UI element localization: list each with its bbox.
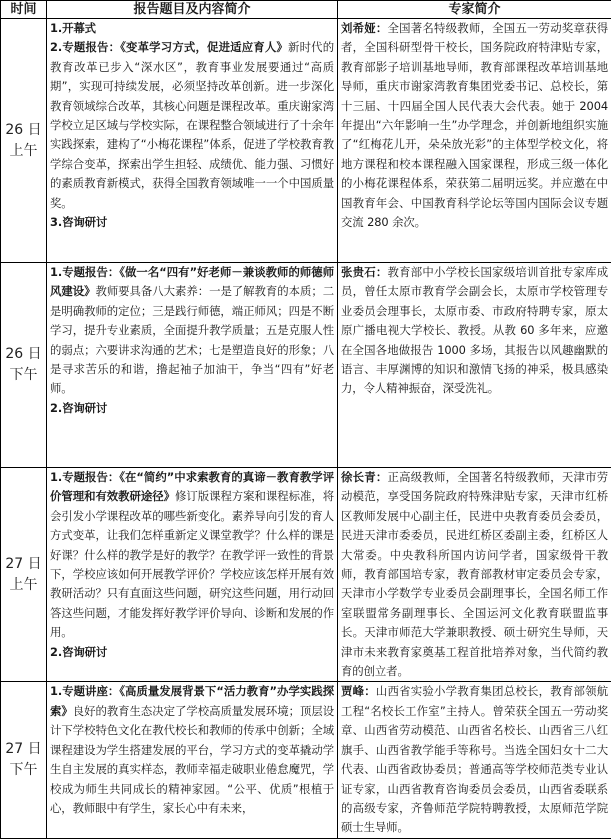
agenda-item: 1.专题报告：《做一名“四有”好老师－兼谈教师的师德师风建设》教师要具备八大素养：一是了解教育的本质；二是明确教师的定位；三是践行师德，端正师风；四是不断学习，提升专业素质，全面提升教学质量；五是克服人性的弱点；六要讲求沟通的艺术；七是塑造良好的形象；八是寻求苦乐的和谐，撸起袖子加油干，争当“四有”好老师。 <box>50 263 334 399</box>
expert-bio: 山西省实验小学教育集团总校长，教育部领航工程“名校长工作室”主持人。曾荣获全国五一劳动奖章、山西省劳动模范、山西省名校长、山西省三八红旗手、山西省教学能手等称号。当选全国妇女十二大代表、山西省政协委员；普通高等学校师范类专业认证专家，山西省教育咨询委员会委员，山西省委联系的高级专家，齐鲁师范学院特聘教授，太原师范学院硕士生导师。 <box>341 684 608 834</box>
report-cell <box>47 682 338 838</box>
header-report: 报告题目及内容简介 <box>47 1 338 19</box>
agenda-item: 3.咨询研讨 <box>50 213 334 232</box>
time-cell <box>1 263 47 468</box>
report-cell <box>47 263 338 468</box>
expert-name: 刘希娅： <box>341 21 388 35</box>
header-time: 时间 <box>1 1 47 19</box>
report-cell <box>47 468 338 682</box>
agenda-item: 2.咨询研讨 <box>50 643 334 662</box>
table-row <box>1 468 611 682</box>
day-label: 26 日 <box>3 344 44 365</box>
period-label: 上午 <box>3 141 44 162</box>
header-row <box>1 1 611 19</box>
table-row <box>1 263 611 468</box>
agenda-item: 1.专题讲座：《高质量发展背景下“活力教育”办学实践探索》良好的教育生态决定了学校高质量发展环境；顶层设计下学校特色文化在教代校长和教师的传承中创新；全域课程建设为学生搭建发展的平台，学习方式的变革撬动学生自主发展的真实样态，教师幸福走破职业倦怠魔咒，学校成为师生共同成长的精神家园。“公平、优质”根植于心，教师眼中有学生，家长心中有未来， <box>50 682 334 818</box>
period-label: 下午 <box>3 365 44 386</box>
agenda-item: 2.咨询研讨 <box>50 399 334 418</box>
agenda-item: 2.专题报告：《变革学习方式，促进适应育人》新时代的教育改革已步入“深水区”，教育事业发展要通过“高质期”，实现可持续发展，必须坚持改革创新。进一步深化教育领域综合改革，其核心问题是课程改革。重庆谢家湾学校立足区域与学校实际，在课程整合领域进行了十余年实践探索，建构了“小梅花课程”体系，促进了学校教育教学综合变革，探索出学生担轻、成绩优、能力强、习惯好的素质教育新模式，获得全国教育领域唯一一个中国质量奖。 <box>50 38 334 213</box>
expert-cell <box>338 682 611 838</box>
day-label: 27 日 <box>3 739 44 760</box>
expert-name: 张贵石： <box>341 265 388 279</box>
expert-bio: 全国著名特级教师，全国五一劳动奖章获得者，全国科研型骨干校长，国务院政府特津贴专家，教育部影子培训基地导师，教育部课程改革培训基地导师，重庆市谢家湾教育集团党委书记、总校长，第十三届、十四届全国人民代表大会代表。她于 2004 年提出“六年影响一生”办学理念，并创新地组织实施了“红梅花儿开，朵朵放光彩”的主体型学校文化，将地方课程和校本课程融入国家课程，形成三级一体化的小梅花课程体系，荣获第二届明远奖。并应邀在中国教育年会、中国教育科学论坛等国内国际会议专题交流 280 余次。 <box>341 21 608 229</box>
expert-bio: 教育部中小学校长国家级培训首批专家库成员，曾任太原市教育学会副会长，太原市学校管理专业委员会理事长，太原市委、市政府特聘专家，原太原广播电视大学校长、教授。从教 60 多年来，应邀在全国各地做报告 1000 多场，其报告以风趣幽默的语言、丰厚渊博的知识和激情飞扬的神采，极具感染力，令人精神振奋，深受洗礼。 <box>341 265 608 395</box>
period-label: 上午 <box>3 575 44 596</box>
expert-name: 徐长青： <box>341 470 388 484</box>
time-cell <box>1 19 47 263</box>
expert-cell <box>338 263 611 468</box>
day-label: 27 日 <box>3 554 44 575</box>
period-label: 下午 <box>3 760 44 781</box>
time-cell <box>1 468 47 682</box>
expert-cell <box>338 19 611 263</box>
expert-name: 贾峰： <box>341 684 376 698</box>
table-row <box>1 19 611 263</box>
expert-bio: 正高级教师，全国著名特级教师，天津市劳动模范，享受国务院政府特殊津贴专家，天津市红桥区教师发展中心副主任，民进中央教育委员会委员，民进天津市委委员，民进红桥区委副主委，红桥区人大常委。中央教科所国内访问学者，国家级骨干教师，教育部国培专家，教育部教材审定委员会专家，天津市小学数学专业委员会副理事长，全国名师工作室联盟常务副理事长、全国运河文化教育联盟监事长。天津市师范大学兼职教授、硕士研究生导师，天津市未来教育家奠基工程首批培养对象，当代简约教育的创立者。 <box>341 470 608 678</box>
report-cell <box>47 19 338 263</box>
agenda-item: 1.专题报告：《在“简约”中求索教育的真谛－教育教学评价管理和有效教研途径》修订版课程方案和课程标准，将会引发小学课程改革的哪些新变化。素养导向引发的育人方式变革，让我们怎样重新定义课堂教学？什么样的课是好课？什么样的教学是好的教学？在教学评一致性的背景下，学校应该如何开展教学评价？学校应该怎样开展有效教研活动？只有直面这些问题，研究这些问题，用行动回答这些问题，才能发挥好教学评价导向、诊断和发展的作用。 <box>50 468 334 643</box>
header-expert: 专家简介 <box>338 1 611 19</box>
time-cell <box>1 682 47 838</box>
agenda-item: 1.开幕式 <box>50 19 334 38</box>
expert-cell <box>338 468 611 682</box>
day-label: 26 日 <box>3 120 44 141</box>
table-row <box>1 682 611 838</box>
